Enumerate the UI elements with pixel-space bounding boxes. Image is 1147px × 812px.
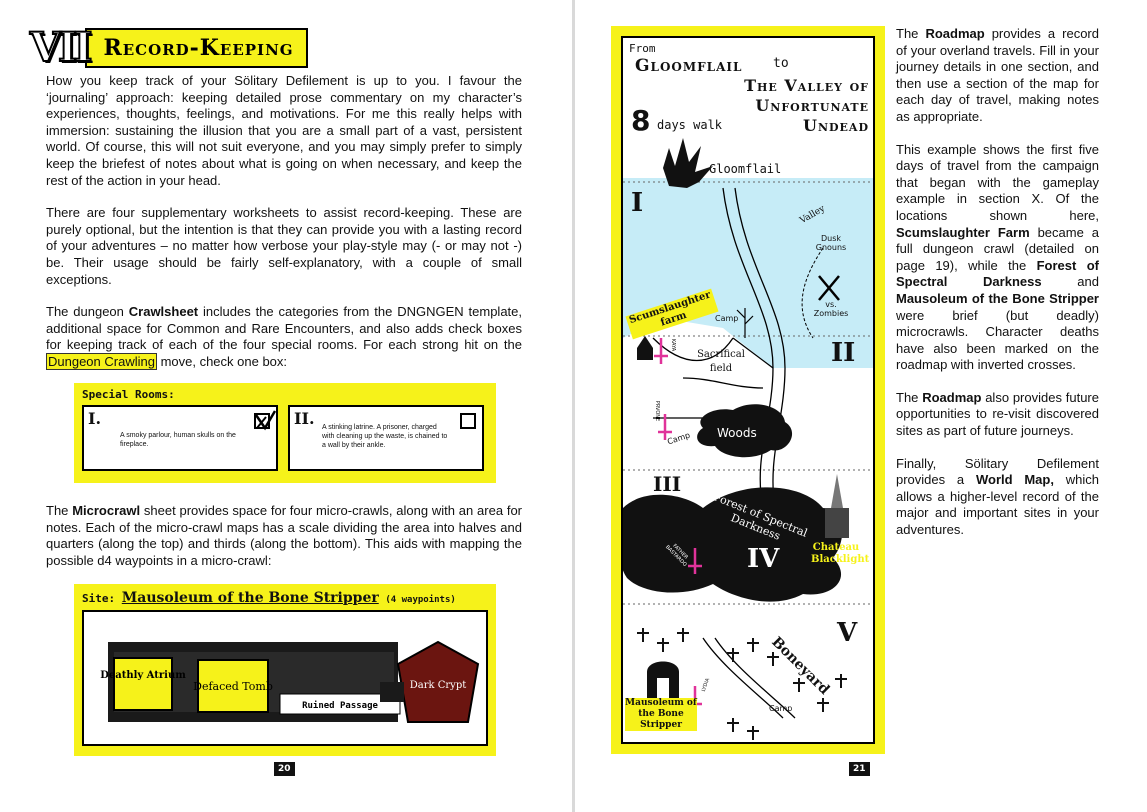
deathly-atrium-room	[114, 658, 172, 710]
room-number: II.	[294, 409, 315, 428]
special-rooms-box	[74, 383, 496, 483]
paragraph-roadmap-future: The Roadmap also provides future opportunities to re-visit discovered sites as part of future journeys.	[896, 389, 1099, 439]
site-name: Mausoleum of the Bone Stripper	[121, 590, 379, 606]
roadmap-from-label: From	[629, 42, 656, 55]
death-name: PRVONE	[654, 400, 661, 422]
room-label: Defaced Tomb	[193, 680, 273, 693]
microcrawl-text	[46, 503, 522, 585]
farm-house-icon	[637, 336, 653, 360]
roadmap-box	[611, 26, 885, 754]
map-label-scumslaughter-farm: Scumslaughter farm	[625, 289, 718, 340]
day-numeral: II	[831, 338, 856, 368]
paragraph-roadmap-intro: The Roadmap provides a record of your overland travels. Fill in your journey details in one section, and then use a section of the map for each day of travel, making notes as appropriate.	[896, 26, 1099, 124]
day-numeral: III	[653, 472, 682, 496]
chapter-number: VII	[30, 24, 90, 71]
map-label-mausoleum: Mausoleum of the Bone Stripper	[625, 698, 697, 730]
room-label: Deathly Atrium	[100, 670, 186, 681]
paragraph-crawlsheet: The dungeon Crawlsheet includes the categories from the DNGNGEN template, additional space for Common and Rare Encounters, and also adds check boxes for keeping track of each of the four special rooms. For each strong hit on the Dungeon Crawling move, check one box:	[46, 304, 522, 369]
page-number: 20	[274, 762, 295, 776]
roadmap-to-label: to	[773, 56, 789, 71]
microcrawl-map	[82, 610, 488, 746]
day-numeral: V	[837, 618, 858, 648]
map-label-boneyard: Boneyard	[768, 633, 833, 699]
room-label: Ruined Passage	[302, 701, 378, 711]
map-label-valley: Valley	[798, 203, 827, 227]
paragraph-microcrawl: The Microcrawl sheet provides space for four micro-crawls, along with an area for notes. Each of the micro-crawl maps has a scale dividing the area into halves and quarters (along the top) and thirds (along the bottom). This aids with mapping the possible d4 waypoints in a micro-crawl:	[46, 503, 523, 568]
death-name: LYDIA	[700, 677, 712, 693]
crawlsheet-term: Crawlsheet	[128, 304, 199, 320]
roadmap-days-label: days walk	[657, 118, 723, 132]
map-label-gloomflail: Gloomflail	[709, 162, 782, 176]
chateau-tower-icon	[831, 474, 843, 508]
death-name: KAYA	[670, 338, 677, 352]
special-rooms-label: Special Rooms:	[82, 388, 175, 401]
left-page	[0, 0, 572, 812]
paragraph-roadmap-example: This example shows the first five days of travel from the campaign that began with the gameplay example in section X. Of the locations shown here, Scumslaughter Farm became a full dungeon crawl (detailed on page 19), while the Forest of Spectral Darkness and Mausoleum of the Bone Stripper were brief (but deadly) microcrawls. Character deaths have also been marked on the roadmap with inverted crosses.	[896, 141, 1099, 373]
map-label-sacrifical-field: Sacrifical field	[697, 349, 745, 374]
map-label-dusk-gnouns: Dusk Gnouns	[815, 234, 847, 252]
room-checkbox[interactable]	[460, 413, 476, 429]
dungeon-crawling-highlight: Dungeon Crawling	[48, 353, 155, 369]
roadmap-destination: The Valley of Unfortunate Undead	[744, 76, 869, 135]
microcrawl-map-drawing	[84, 612, 486, 744]
map-label-chateau: Chateau Blacklight	[811, 542, 870, 565]
map-label-forest: Forest of Spectral Darkness	[711, 490, 810, 543]
map-label-vs-zombies: vs. Zombies	[813, 300, 849, 318]
site-waypoints: (4 waypoints)	[385, 595, 456, 605]
roadmap-text	[896, 26, 1099, 555]
check-mark-icon	[252, 409, 278, 435]
map-label-woods: Woods	[717, 426, 757, 440]
paragraph-journaling: How you keep track of your Sölitary Defilement is up to you. I favour the ‘journaling’ approach: keeping detailed prose commentary on my character’s experiences, thoughts, feelings, and motivations. For me this really helps with immersion: sustaining the illusion that you are a small part of a vast, persistent world. Of course, this will not suit everyone, and you may simply prefer to simply keep the briefest of notes about what is going on when necessary, and keep the rest of the action in your head.	[46, 73, 522, 188]
room-label: Dark Crypt	[409, 680, 467, 691]
special-room-card	[288, 405, 484, 471]
roadmap-map	[621, 36, 875, 744]
roadmap-origin: Gloomflail	[635, 56, 743, 76]
map-label-camp: Camp	[666, 430, 692, 447]
death-name: FATHER BASTARDO	[664, 543, 689, 568]
room-checkbox[interactable]	[254, 413, 270, 429]
day-numeral: I	[631, 188, 644, 218]
intro-text	[46, 73, 522, 387]
roadmap-days-number: 8	[631, 104, 651, 137]
paragraph-worksheets: There are four supplementary worksheets to assist record-keeping. These are purely optional, but the intention is that they can provide you with a lasting record of your adventures – no matter how verbose your play-style may (- or may not -) be. Their usage should be fairly self-explanatory, with a couple of small exceptions.	[46, 205, 522, 287]
paragraph-world-map: Finally, Sölitary Defilement provides a World Map, which allows a higher-level record of the major and important sites in your adventures.	[896, 455, 1100, 538]
room-description: A smoky parlour, human skulls on the fireplace.	[120, 432, 236, 448]
microcrawl-site-box	[74, 584, 496, 756]
site-header: Site: Mausoleum of the Bone Stripper (4 waypoints)	[82, 590, 456, 606]
special-room-card	[82, 405, 278, 471]
map-label-camp: Camp	[769, 704, 793, 713]
map-label-camp: Camp	[715, 314, 739, 323]
day-numeral: IV	[747, 544, 780, 574]
microcrawl-term: Microcrawl	[72, 503, 141, 518]
room-description: A stinking latrine. A prisoner, charged with cleaning up the waste, is chained to a wall by their ankle.	[322, 424, 448, 449]
chapter-title: Record-Keeping	[85, 28, 307, 68]
right-page	[575, 0, 1147, 812]
page-number: 21	[849, 762, 870, 776]
chapter-heading	[30, 26, 308, 70]
room-number: I.	[88, 409, 102, 428]
